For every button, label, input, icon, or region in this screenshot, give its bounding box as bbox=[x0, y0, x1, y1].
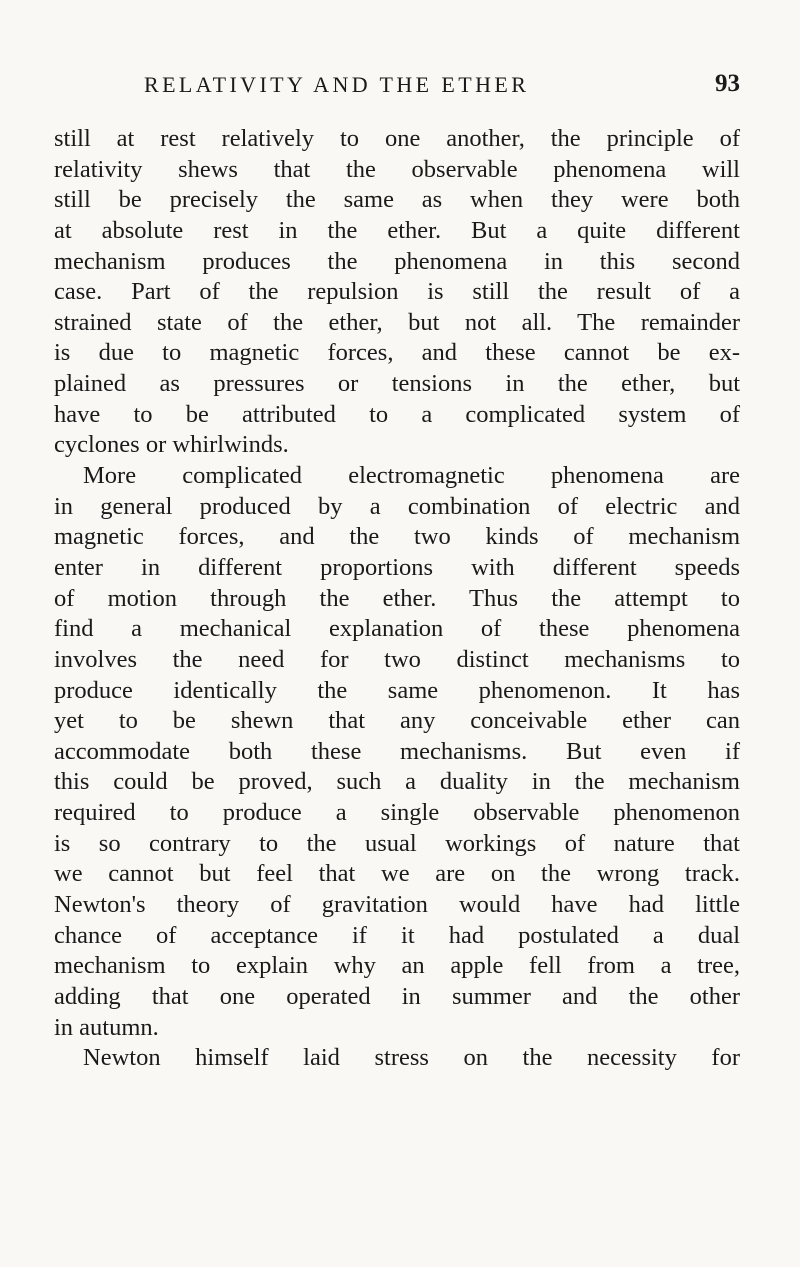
text-line: case. Part of the repulsion is still the result of a bbox=[54, 278, 740, 306]
paragraph-start-line: More complicated electromagnetic phenomena are bbox=[83, 462, 740, 490]
text-line: in general produced by a combination of electric and bbox=[54, 492, 740, 520]
text-line: magnetic forces, and the two kinds of mechanism bbox=[54, 523, 740, 551]
text-line: is so contrary to the usual workings of nature that bbox=[54, 829, 740, 857]
text-line: yet to be shewn that any conceivable ether can bbox=[54, 707, 740, 735]
paragraph-end-line: in autumn. bbox=[54, 1013, 159, 1041]
text-line: this could be proved, such a duality in the mechanism bbox=[54, 768, 740, 796]
text-line: involves the need for two distinct mechanisms to bbox=[54, 645, 740, 673]
text-line: is due to magnetic forces, and these cannot be ex- bbox=[54, 339, 740, 367]
text-line: we cannot but feel that we are on the wrong track. bbox=[54, 860, 740, 888]
text-line: strained state of the ether, but not all. The remainder bbox=[54, 308, 740, 336]
text-line: still be precisely the same as when they were both bbox=[54, 186, 740, 214]
text-line: have to be attributed to a complicated system of bbox=[54, 400, 740, 428]
text-line: chance of acceptance if it had postulated a dual bbox=[54, 921, 740, 949]
text-line: find a mechanical explanation of these phenomena bbox=[54, 615, 740, 643]
running-head bbox=[144, 72, 740, 104]
text-line: mechanism to explain why an apple fell from a tree, bbox=[54, 952, 740, 980]
text-line: Newton's theory of gravitation would have had little bbox=[54, 891, 740, 919]
text-line: produce identically the same phenomenon. It has bbox=[54, 676, 740, 704]
paragraph-start-line: Newton himself laid stress on the necessity for bbox=[83, 1044, 740, 1072]
body-text bbox=[54, 124, 740, 1074]
text-line: relativity shews that the observable phenomena will bbox=[54, 155, 740, 183]
text-line: required to produce a single observable phenomenon bbox=[54, 799, 740, 827]
text-line: of motion through the ether. Thus the attempt to bbox=[54, 584, 740, 612]
text-line: mechanism produces the phenomena in this second bbox=[54, 247, 740, 275]
page-number: 93 bbox=[715, 70, 740, 97]
text-line: adding that one operated in summer and the other bbox=[54, 982, 740, 1010]
text-line: enter in different proportions with different speeds bbox=[54, 553, 740, 581]
running-title: RELATIVITY AND THE ETHER bbox=[144, 72, 530, 97]
text-line: still at rest relatively to one another, the principle of bbox=[54, 125, 740, 152]
text-line: at absolute rest in the ether. But a quite different bbox=[54, 216, 740, 244]
text-line: accommodate both these mechanisms. But even if bbox=[54, 737, 740, 765]
text-line: plained as pressures or tensions in the ether, but bbox=[54, 370, 740, 398]
paragraph-end-line: cyclones or whirlwinds. bbox=[54, 431, 289, 459]
